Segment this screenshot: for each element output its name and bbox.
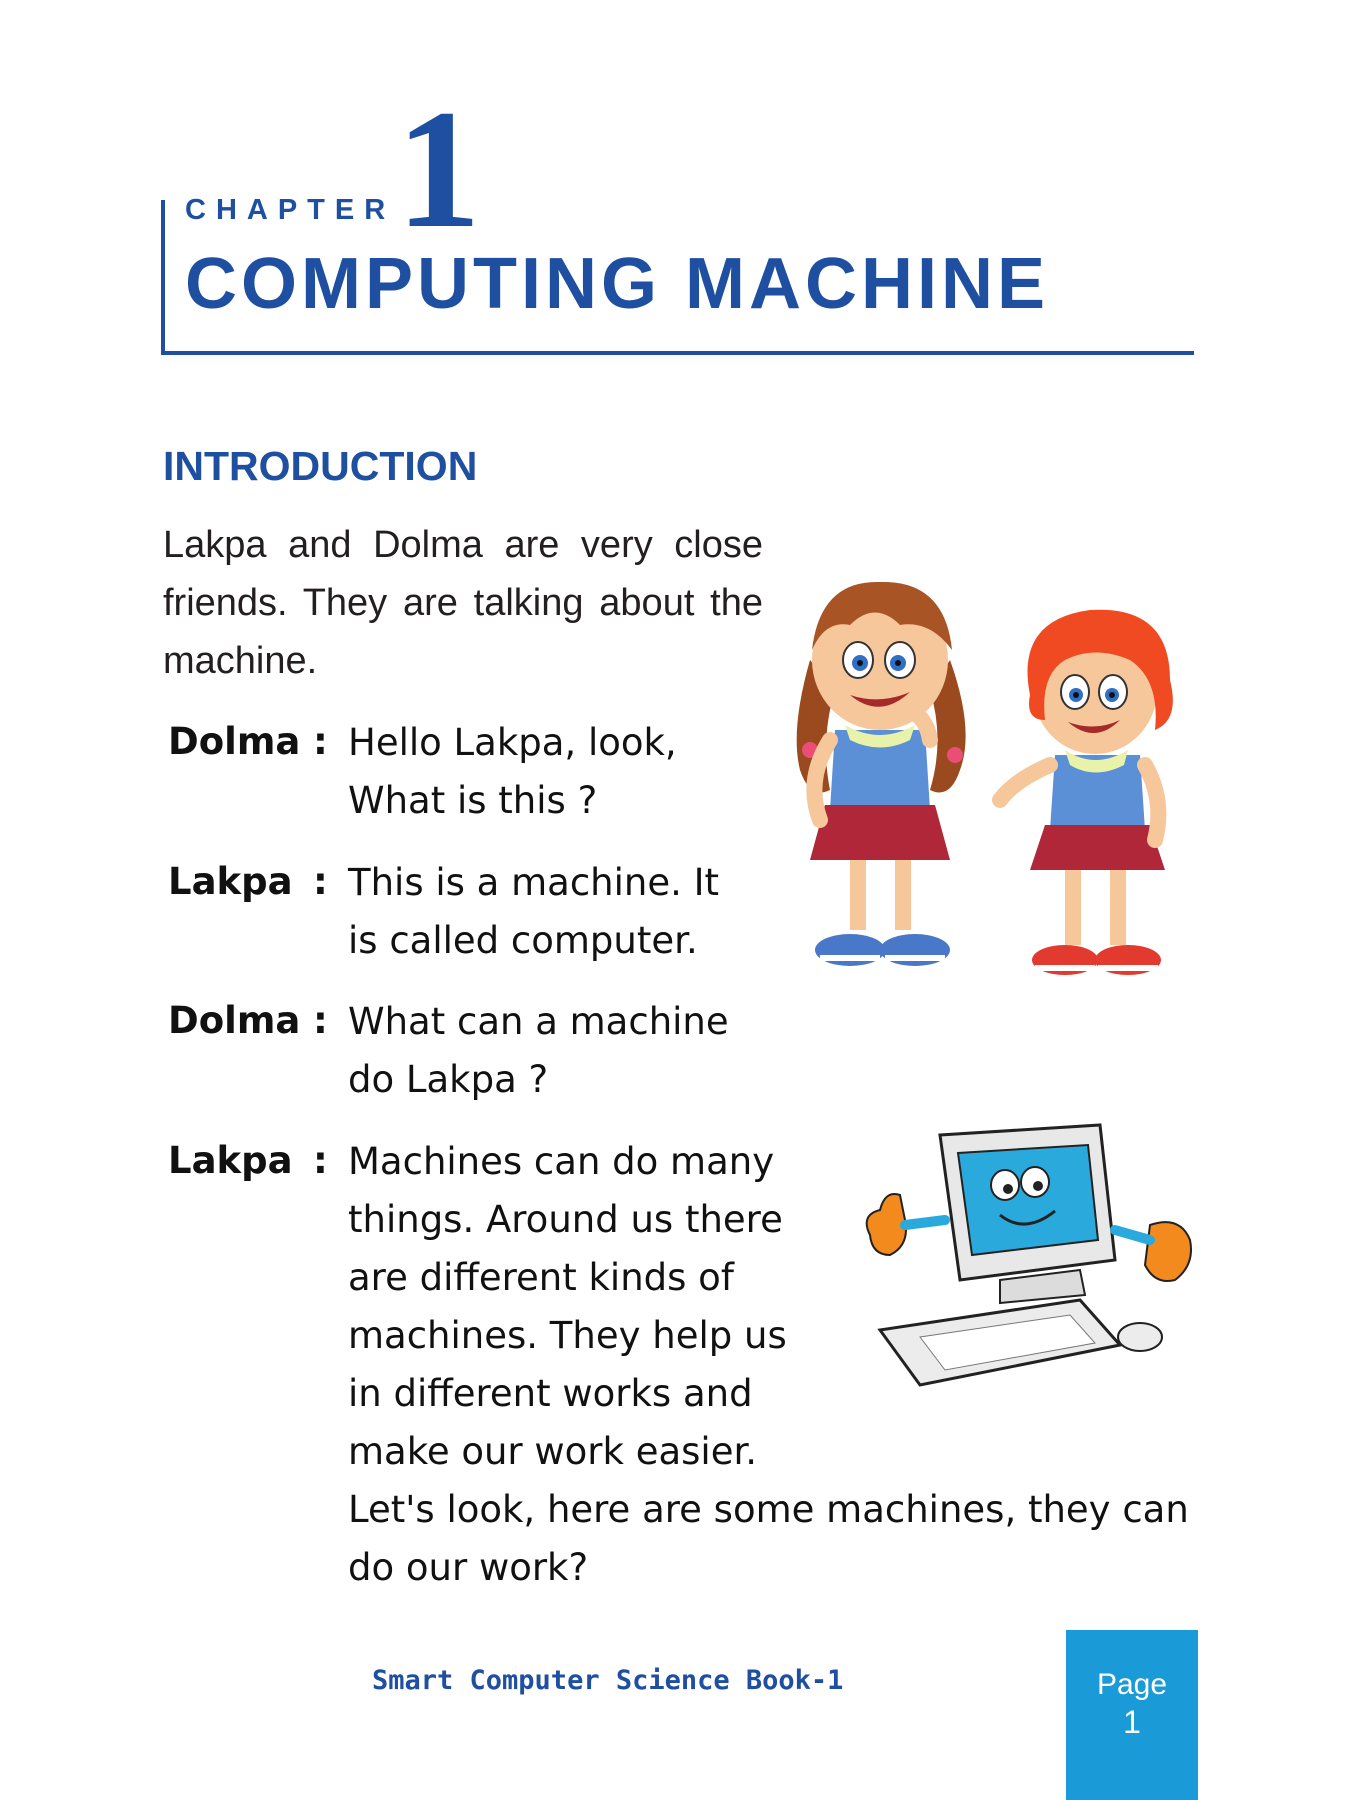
dialogue-line: Let's look, here are some machines, they can [348, 1488, 1189, 1531]
dialogue-line: things. Around us there [348, 1198, 783, 1241]
section-heading: INTRODUCTION [163, 443, 478, 489]
dialogue-line: Hello Lakpa, look, [348, 721, 677, 764]
speaker-name: Lakpa [168, 860, 293, 903]
dialogue-line: Machines can do many [348, 1140, 775, 1183]
speaker-name: Lakpa [168, 1139, 293, 1182]
chapter-underline [161, 351, 1194, 355]
dialogue-line: in different works and [348, 1372, 753, 1415]
dialogue-line: This is a machine. It [348, 861, 720, 904]
speaker-colon: : [313, 999, 328, 1042]
children-illustration [780, 570, 1200, 1010]
dialogue-line: do Lakpa ? [348, 1058, 549, 1101]
keyboard-illustration [880, 1300, 1162, 1385]
page-number: 1 [1123, 1704, 1141, 1740]
girl-dolma-illustration [797, 582, 966, 966]
page-label: Page [1096, 1668, 1168, 1701]
chapter-label: CHAPTER [185, 194, 396, 226]
chapter-left-bar [161, 200, 165, 354]
speaker-name: Dolma [168, 720, 301, 763]
computer-illustration [850, 1115, 1200, 1415]
hand-icon [1115, 1222, 1191, 1281]
dialogue-line: are different kinds of [348, 1256, 734, 1299]
speaker-colon: : [313, 1139, 328, 1182]
dialogue-line: What can a machine [348, 1000, 729, 1043]
dialogue-line: What is this ? [348, 779, 598, 822]
thumbs-up-icon [867, 1194, 945, 1255]
intro-paragraph: Lakpa and Dolma are very close friends. They are talking about the machine. [163, 524, 763, 682]
book-title-footer: Smart Computer Science Book-1 [372, 1665, 844, 1696]
page-number-box [1066, 1630, 1198, 1800]
dialogue-line: is called computer. [348, 919, 698, 962]
monitor-illustration [940, 1125, 1115, 1303]
speaker-colon: : [313, 720, 328, 763]
dialogue-line: machines. They help us [348, 1314, 787, 1357]
speaker-name: Dolma [168, 999, 301, 1042]
dialogue-line: make our work easier. [348, 1430, 758, 1473]
speaker-colon: : [313, 860, 328, 903]
dialogue-line: do our work? [348, 1546, 589, 1589]
chapter-title: COMPUTING MACHINE [185, 244, 1049, 324]
boy-lakpa-illustration [1000, 610, 1173, 975]
chapter-number: 1 [396, 75, 481, 263]
